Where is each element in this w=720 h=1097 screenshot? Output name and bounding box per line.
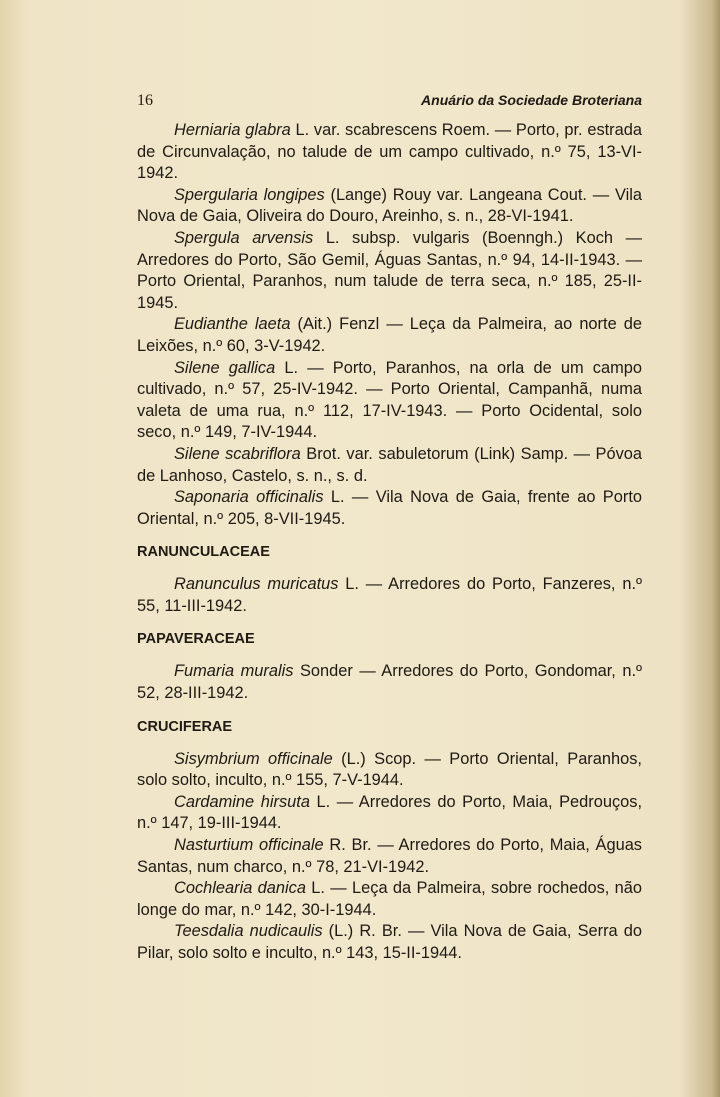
species-name: Silene scabriflora — [174, 444, 301, 463]
species-name: Eudianthe laeta — [174, 315, 291, 334]
species-name: Nasturtium officinale — [174, 836, 324, 855]
entry-text: L. — Porto, Paranhos, na orla de um campo cultivado, n.º 57, 25-IV-1942. — Porto Oriental, Campanhã, numa valeta de uma rua, n.º 112, 17-IV-1943. — Porto Ocidental, solo seco, n.º 149, 7-IV-1944. — [137, 358, 642, 442]
species-name: Spergularia longipes — [174, 185, 325, 204]
species-name: Teesdalia nudicaulis — [174, 922, 323, 941]
species-name: Cardamine hirsuta — [174, 792, 310, 811]
journal-title: Anuário da Sociedade Broteriana — [421, 92, 642, 108]
species-entry — [137, 358, 642, 444]
species-entry — [137, 792, 642, 835]
species-entry — [137, 878, 642, 921]
entry-text: R. Br. — Arredores do Porto, Maia, Águas Santas, num charco, n.º 78, 21-VI-1942. — [137, 836, 642, 876]
entry-text: (L.) R. Br. — Vila Nova de Gaia, Serra do Pilar, solo solto e inculto, n.º 143, 15-II-1944. — [137, 922, 642, 962]
species-name: Ranunculus muricatus — [174, 575, 339, 594]
entry-text: Brot. var. sabuletorum (Link) Samp. — Póvoa de Lanhoso, Castelo, s. n., s. d. — [137, 444, 642, 485]
species-entry — [137, 487, 642, 530]
species-name: Silene gallica — [174, 358, 276, 377]
species-entry — [137, 661, 642, 704]
species-entry — [137, 749, 642, 792]
entry-text: (L.) Scop. — Porto Oriental, Paranhos, solo solto, inculto, n.º 155, 7-V-1944. — [137, 749, 642, 790]
entry-text: Sonder — Arredores do Porto, Gondomar, n.º 52, 28-III-1942. — [137, 662, 642, 703]
species-name: Fumaria muralis — [174, 662, 294, 681]
species-entry — [137, 120, 642, 185]
species-name: Herniaria glabra — [174, 121, 291, 139]
species-entry — [137, 314, 642, 357]
family-heading: PAPAVERACEAE — [137, 631, 255, 648]
entry-text: (Ait.) Fenzl — Leça da Palmeira, ao norte de Leixões, n.º 60, 3-V-1942. — [137, 315, 642, 355]
species-name: Spergula arvensis — [174, 228, 314, 247]
entry-text: L. — Vila Nova de Gaia, frente ao Porto Oriental, n.º 205, 8-VII-1945. — [137, 488, 642, 528]
family-heading: RANUNCULACEAE — [137, 544, 270, 561]
entry-text: L. — Arredores do Porto, Maia, Pedrouços, n.º 147, 19-III-1944. — [137, 792, 642, 833]
species-entry — [137, 835, 642, 878]
family-heading: CRUCIFERAE — [137, 718, 233, 735]
species-entry — [137, 444, 642, 487]
entry-text: L. — Leça da Palmeira, sobre rochedos, não longe do mar, n.º 142, 30-I-1944. — [137, 879, 642, 919]
entry-text: L. subsp. vulgaris (Boenngh.) Koch — Arredores do Porto, São Gemil, Águas Santas, n.º 94, 14-II-1943. — Porto Oriental, Paranhos, num talude de terra seca, n.º 185, 25-II-1945. — [137, 228, 642, 312]
running-header — [137, 92, 642, 114]
species-entry — [137, 574, 642, 617]
entry-text: L. var. scabrescens Roem. — Porto, pr. estrada de Circunvalação, no talude de um campo cultivado, n.º 75, 13-VI-1942. — [137, 121, 642, 183]
page-number: 16 — [137, 92, 153, 109]
species-name: Sisymbrium officinale — [174, 749, 333, 768]
species-entry — [137, 921, 642, 964]
entry-text: L. — Arredores do Porto, Fanzeres, n.º 55, 11-III-1942. — [137, 575, 642, 615]
species-name: Cochlearia danica — [174, 879, 306, 898]
species-entry — [137, 185, 642, 228]
entry-text: (Lange) Rouy var. Langeana Cout. — Vila Nova de Gaia, Oliveira do Douro, Areinho, s. n., 28-VI-1941. — [137, 185, 642, 226]
species-entry — [137, 228, 642, 314]
text-body — [137, 120, 642, 965]
species-name: Saponaria officinalis — [174, 488, 324, 507]
